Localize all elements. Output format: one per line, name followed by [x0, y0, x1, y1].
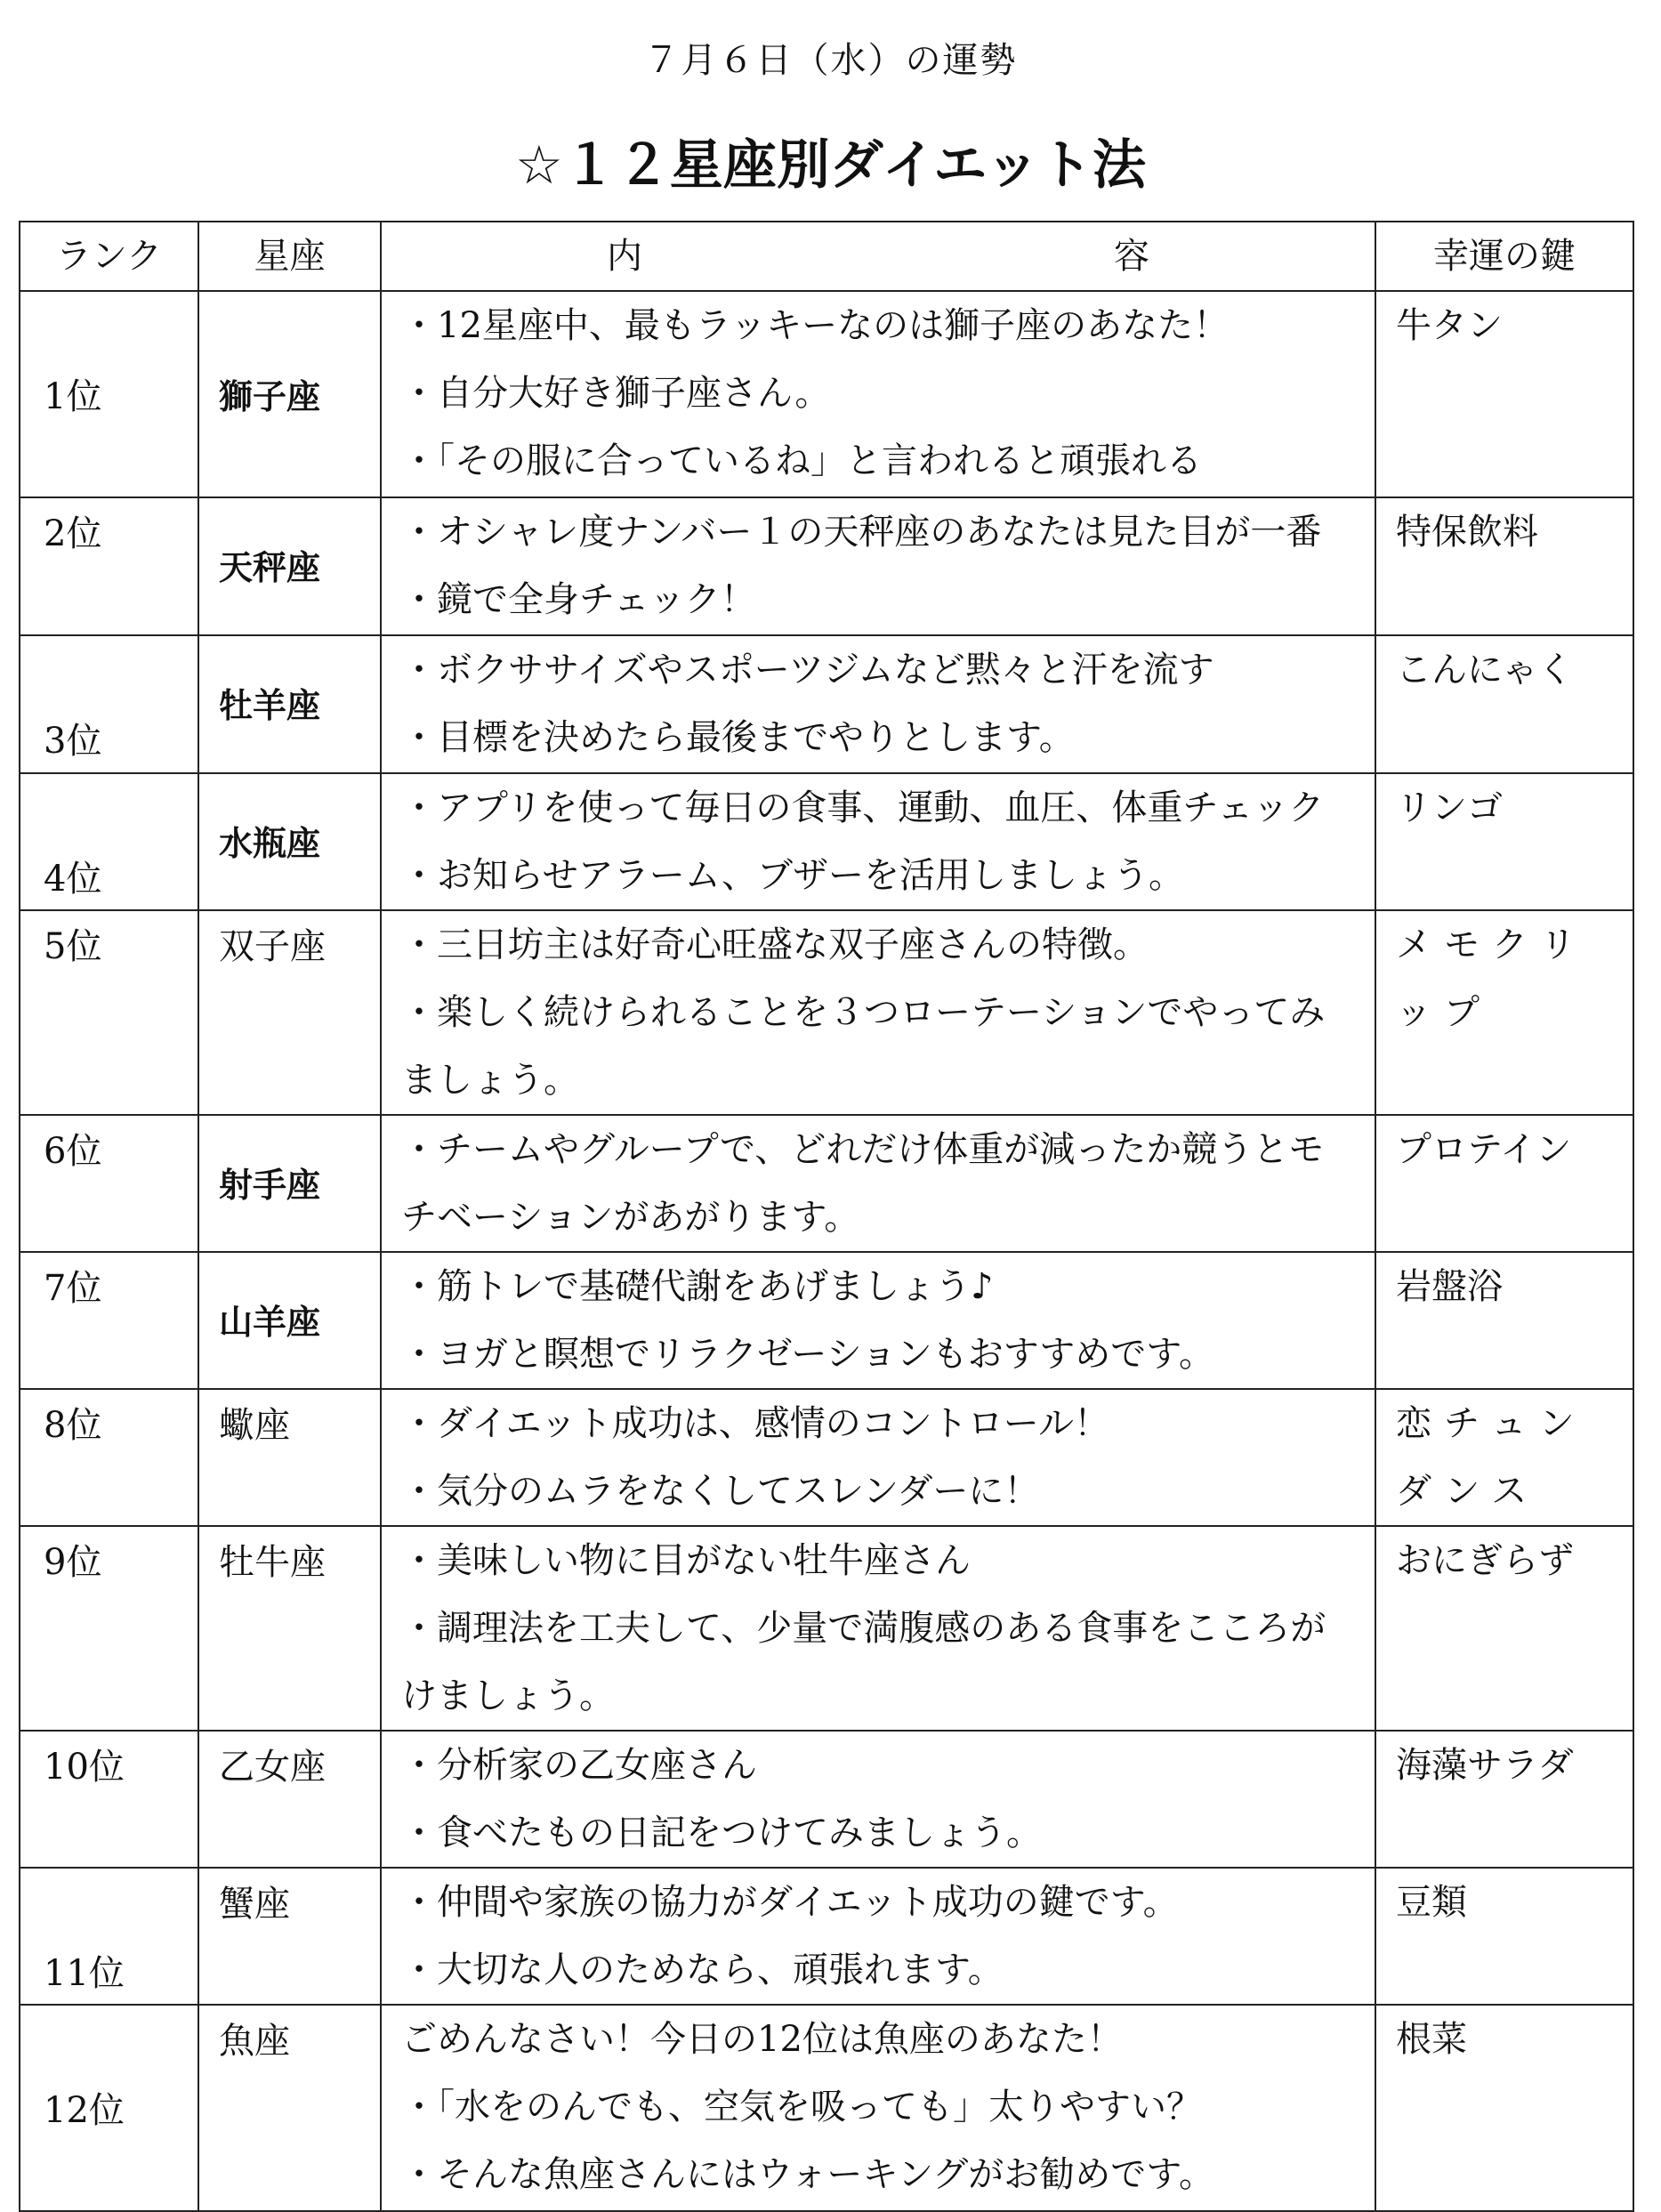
- lucky-key-cell: [1375, 1115, 1633, 1252]
- content-line: ・気分のムラをなくしてスレンダーに！: [401, 1471, 1040, 1512]
- content-line: ・美味しい物に目がない牡牛座さん: [401, 1540, 971, 1581]
- table-row: [20, 1115, 1633, 1252]
- zodiac-sign-cell: [198, 1868, 381, 2005]
- content-line: ・ボクササイズやスポーツジムなど黙々と汗を流す: [401, 650, 1214, 690]
- table-row: [20, 1868, 1633, 2005]
- lucky-key-cell: [1375, 1526, 1633, 1731]
- content-cell: [381, 910, 1375, 1115]
- fortune-table: [19, 221, 1634, 2212]
- zodiac-sign-cell: [198, 497, 381, 635]
- content-cell: [381, 1731, 1375, 1868]
- lucky-key-cell: [1375, 910, 1633, 1115]
- table-row: [20, 635, 1633, 773]
- content-line: ・ヨガと瞑想でリラクゼーションもおすすめです。: [401, 1334, 1214, 1375]
- content-line: ・12星座中、最もラッキーなのは獅子座のあなた！: [401, 305, 1230, 346]
- content-cell: [381, 1389, 1375, 1526]
- zodiac-sign-label: 蠍座: [219, 1405, 290, 1446]
- rank-cell: [20, 773, 198, 910]
- rank-label: 12位: [44, 2090, 125, 2131]
- lucky-key-label: おにぎらず: [1396, 1540, 1574, 1581]
- zodiac-sign-cell: [198, 291, 381, 497]
- lucky-key-label: 岩盤浴: [1396, 1266, 1503, 1307]
- content-cell: [381, 1252, 1375, 1389]
- lucky-key-label: 豆類: [1396, 1882, 1467, 1923]
- content-cell: [381, 1868, 1375, 2005]
- lucky-key-cell: [1375, 2005, 1633, 2211]
- rank-label: 8位: [44, 1405, 102, 1446]
- content-line: ・ダイエット成功は、感情のコントロール！: [401, 1403, 1109, 1444]
- lucky-key-label: 海藻サラダ: [1396, 1745, 1574, 1786]
- lucky-key-label: 恋チュンダンス: [1396, 1403, 1587, 1512]
- zodiac-sign-cell: [198, 2005, 381, 2211]
- lucky-key-cell: [1375, 635, 1633, 773]
- lucky-key-cell: [1375, 773, 1633, 910]
- rank-cell: [20, 910, 198, 1115]
- content-line: ごめんなさい！今日の12位は魚座のあなた！: [401, 2019, 1123, 2060]
- table-header-row: [20, 222, 1633, 291]
- content-cell: [381, 773, 1375, 910]
- page-title: ☆１２星座別ダイエット法: [515, 134, 1146, 197]
- lucky-key-label: 根菜: [1396, 2019, 1467, 2060]
- rank-label: 2位: [44, 513, 102, 554]
- zodiac-sign-cell: [198, 910, 381, 1115]
- content-line: ・分析家の乙女座さん: [401, 1745, 757, 1786]
- rank-cell: [20, 1252, 198, 1389]
- zodiac-sign-label: 天秤座: [219, 548, 321, 587]
- table-row: [20, 1252, 1633, 1389]
- table-row: [20, 2005, 1633, 2211]
- rank-label: 4位: [44, 859, 102, 900]
- rank-cell: [20, 1526, 198, 1731]
- table-row: [20, 497, 1633, 635]
- rank-label: 5位: [44, 926, 102, 967]
- zodiac-sign-label: 山羊座: [219, 1303, 321, 1342]
- rank-cell: [20, 1731, 198, 1868]
- column-header-content: 内 容: [381, 222, 1375, 291]
- lucky-key-label: こんにゃく: [1396, 650, 1574, 690]
- lucky-key-cell: [1375, 497, 1633, 635]
- rank-cell: [20, 1389, 198, 1526]
- content-line: ・アプリを使って毎日の食事、運動、血圧、体重チェック: [401, 787, 1325, 828]
- rank-cell: [20, 1115, 198, 1252]
- rank-label: 9位: [44, 1542, 102, 1583]
- column-header-rank: ランク: [20, 222, 198, 291]
- content-line: ・オシャレ度ナンバー１の天秤座のあなたは見た目が一番: [401, 512, 1322, 553]
- zodiac-sign-cell: [198, 635, 381, 773]
- content-line: ・「その服に合っているね」と言われると頑張れる: [401, 440, 1202, 481]
- table-row: [20, 291, 1633, 497]
- content-line: ・食べたもの日記をつけてみましょう。: [401, 1812, 1042, 1853]
- zodiac-sign-label: 蟹座: [219, 1884, 290, 1925]
- zodiac-sign-cell: [198, 1526, 381, 1731]
- lucky-key-label: 牛タン: [1396, 305, 1503, 346]
- lucky-key-label: リンゴ: [1396, 787, 1503, 828]
- content-cell: [381, 291, 1375, 497]
- content-line: ・筋トレで基礎代謝をあげましょう♪: [401, 1266, 994, 1307]
- content-line: チベーションがあがります。: [401, 1197, 860, 1238]
- lucky-key-cell: [1375, 1868, 1633, 2005]
- content-cell: [381, 497, 1375, 635]
- column-header-lucky-key: 幸運の鍵: [1375, 222, 1633, 291]
- lucky-key-label: 特保飲料: [1396, 512, 1538, 553]
- content-line: ・鏡で全身チェック！: [401, 579, 756, 620]
- lucky-key-label: プロテイン: [1396, 1129, 1572, 1170]
- rank-cell: [20, 635, 198, 773]
- table-row: [20, 910, 1633, 1115]
- rank-cell: [20, 291, 198, 497]
- content-line: ・調理法を工夫して、少量で満腹感のある食事をこころが: [401, 1608, 1326, 1649]
- lucky-key-label: メモクリップ: [1396, 924, 1588, 1033]
- rank-label: 3位: [44, 721, 102, 762]
- table-row: [20, 1731, 1633, 1868]
- content-cell: [381, 2005, 1375, 2211]
- zodiac-sign-label: 水瓶座: [219, 824, 321, 863]
- zodiac-sign-cell: [198, 773, 381, 910]
- zodiac-sign-label: 双子座: [219, 926, 326, 967]
- content-line: ・そんな魚座さんにはウォーキングがお勧めです。: [401, 2154, 1214, 2195]
- zodiac-sign-label: 魚座: [219, 2021, 290, 2062]
- content-line: ・大切な人のためなら、頑張れます。: [401, 1950, 1004, 1990]
- zodiac-sign-cell: [198, 1731, 381, 1868]
- content-line: けましょう。: [401, 1675, 615, 1716]
- zodiac-sign-cell: [198, 1389, 381, 1526]
- rank-label: 6位: [44, 1131, 102, 1172]
- table-body: [20, 291, 1633, 2211]
- content-cell: [381, 1115, 1375, 1252]
- zodiac-sign-cell: [198, 1115, 381, 1252]
- rank-cell: [20, 2005, 198, 2211]
- date-line: ７月６日（水）の運勢: [643, 40, 1018, 81]
- rank-cell: [20, 497, 198, 635]
- zodiac-sign-label: 乙女座: [219, 1747, 326, 1788]
- rank-label: 7位: [44, 1268, 102, 1309]
- content-line: ・目標を決めたら最後までやりとします。: [401, 717, 1075, 758]
- content-line: ・「水をのんでも、空気を吸っても」太りやすい？: [401, 2087, 1202, 2127]
- content-line: ・自分大好き獅子座さん。: [401, 373, 831, 414]
- rank-label: 10位: [44, 1747, 125, 1788]
- column-header-sign: 星座: [198, 222, 381, 291]
- zodiac-sign-label: 獅子座: [219, 377, 321, 416]
- content-line: ・仲間や家族の協力がダイエット成功の鍵です。: [401, 1882, 1179, 1923]
- zodiac-sign-label: 射手座: [219, 1166, 321, 1205]
- content-line: ましょう。: [401, 1060, 579, 1101]
- lucky-key-cell: [1375, 1252, 1633, 1389]
- table-row: [20, 1526, 1633, 1731]
- content-cell: [381, 635, 1375, 773]
- rank-label: 11位: [44, 1953, 125, 1994]
- lucky-key-cell: [1375, 291, 1633, 497]
- zodiac-sign-cell: [198, 1252, 381, 1389]
- zodiac-sign-label: 牡牛座: [219, 1542, 326, 1583]
- rank-cell: [20, 1868, 198, 2005]
- rank-label: 1位: [44, 376, 102, 417]
- content-line: ・チームやグループで、どれだけ体重が減ったか競うとモ: [401, 1129, 1325, 1170]
- content-line: ・三日坊主は好奇心旺盛な双子座さんの特徴。: [401, 924, 1149, 965]
- lucky-key-cell: [1375, 1731, 1633, 1868]
- content-line: ・お知らせアラーム、ブザーを活用しましょう。: [401, 855, 1184, 896]
- table-row: [20, 773, 1633, 910]
- content-line: ・楽しく続けられることを３つローテーションでやってみ: [401, 992, 1326, 1033]
- lucky-key-cell: [1375, 1389, 1633, 1526]
- content-cell: [381, 1526, 1375, 1731]
- table-row: [20, 1389, 1633, 1526]
- zodiac-sign-label: 牡羊座: [219, 686, 321, 725]
